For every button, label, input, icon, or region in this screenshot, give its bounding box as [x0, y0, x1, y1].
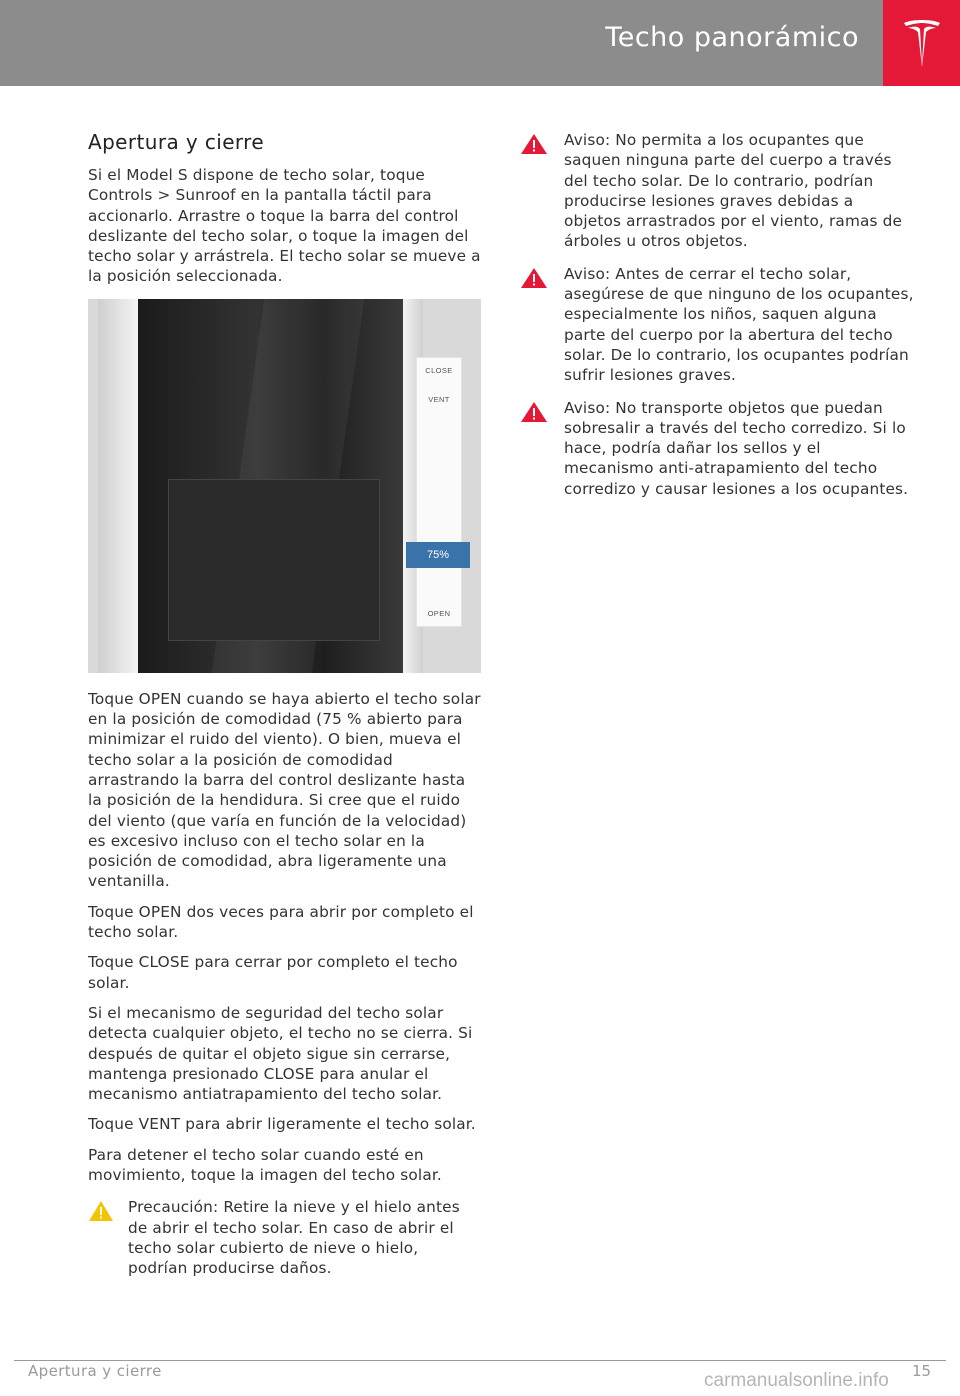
slider-close-label[interactable]: CLOSE: [425, 365, 453, 375]
warning-note: [562, 264, 914, 386]
tesla-logo: [883, 0, 960, 86]
page-header: [0, 0, 883, 86]
car-pillar-left: [98, 299, 138, 673]
warning-triangle-icon: [520, 401, 548, 423]
caution-text: Precaución: Retire la nieve y el hielo antes de abrir el techo solar. En caso de abrir el techo solar cubierto de nieve o hielo, podrían producirse daños.: [128, 1198, 460, 1278]
warning-note: [562, 130, 914, 252]
paragraph-close: Toque CLOSE para cerrar por completo el techo solar.: [88, 953, 458, 992]
warning-text: Aviso: Antes de cerrar el techo solar, asegúrese de que ninguno de los ocupantes, especialmente los niños, saquen alguna parte del cuerpo por la abertura del techo solar. De lo contrario, los ocupantes podrían sufrir lesiones graves.: [564, 264, 914, 385]
sunroof-panel: [168, 479, 380, 641]
footer-divider: [14, 1360, 946, 1361]
warning-text: Aviso: No permita a los ocupantes que saquen ninguna parte del cuerpo a través del techo solar. De lo contrario, podrían producirse lesiones graves debidas a objetos arrastrados por el viento, ramas de árboles u otros objetos.: [564, 131, 903, 251]
slider-vent-label[interactable]: VENT: [428, 394, 450, 404]
caution-note: [88, 1197, 482, 1278]
paragraph-open-twice: Toque OPEN dos veces para abrir por completo el techo solar.: [88, 902, 474, 942]
paragraph-stop: Para detener el techo solar cuando esté en movimiento, toque la imagen del techo solar.: [88, 1145, 442, 1185]
tesla-logo-icon: [902, 17, 942, 69]
slider-open-label[interactable]: OPEN: [427, 608, 451, 618]
page-number: 15: [912, 1362, 932, 1380]
watermark: carmanualsonline.info: [700, 1370, 893, 1392]
slider-handle[interactable]: 75%: [406, 542, 470, 568]
intro-paragraph: Si el Model S dispone de techo solar, toque Controls > Sunroof en la pantalla táctil para accionarlo. Arrastre o toque la barra del control deslizante del techo solar, o toque la imagen del techo solar y arrástrela. El techo solar se mueve a la posición seleccionada.: [88, 166, 481, 286]
paragraph-open: Toque OPEN cuando se haya abierto el techo solar en la posición de comodidad (75 % abierto para minimizar el ruido del viento). O bien, mueva el techo solar a la posición de comodidad arrastrando la barra del control deslizante hasta la posición de la hendidura. Si cree que el ruido del viento (que varía en función de la velocidad) es excesivo incluso con el techo solar en la posición de comodidad, abra ligeramente una ventanilla.: [88, 689, 481, 891]
warning-triangle-icon: [520, 133, 548, 155]
paragraph-safety: Si el mecanismo de seguridad del techo solar detecta cualquier objeto, el techo no se cierra. Si después de quitar el objeto sigue sin cerrarse, mantenga presionado CLOSE para anular el mecanismo antiatrapamiento del techo solar.: [88, 1003, 473, 1104]
sunroof-slider[interactable]: [416, 357, 462, 627]
right-column: [562, 130, 914, 511]
footer-section-name: Apertura y cierre: [28, 1362, 162, 1380]
section-title: Apertura y cierre: [88, 130, 265, 154]
warning-text: Aviso: No transporte objetos que puedan sobresalir a través del techo corredizo. Si lo hace, podría dañar los sellos y el mecanismo anti-atrapamiento del techo corredizo y causar lesiones a los ocupantes.: [564, 398, 909, 498]
paragraph-vent: Toque VENT para abrir ligeramente el techo solar.: [88, 1115, 476, 1134]
sunroof-control-image[interactable]: [88, 299, 481, 673]
warning-note: [562, 398, 914, 499]
page-title: Techo panorámico: [605, 22, 859, 53]
left-column: [88, 130, 482, 1279]
warning-triangle-icon: [520, 267, 548, 289]
caution-triangle-icon: [88, 1200, 114, 1222]
